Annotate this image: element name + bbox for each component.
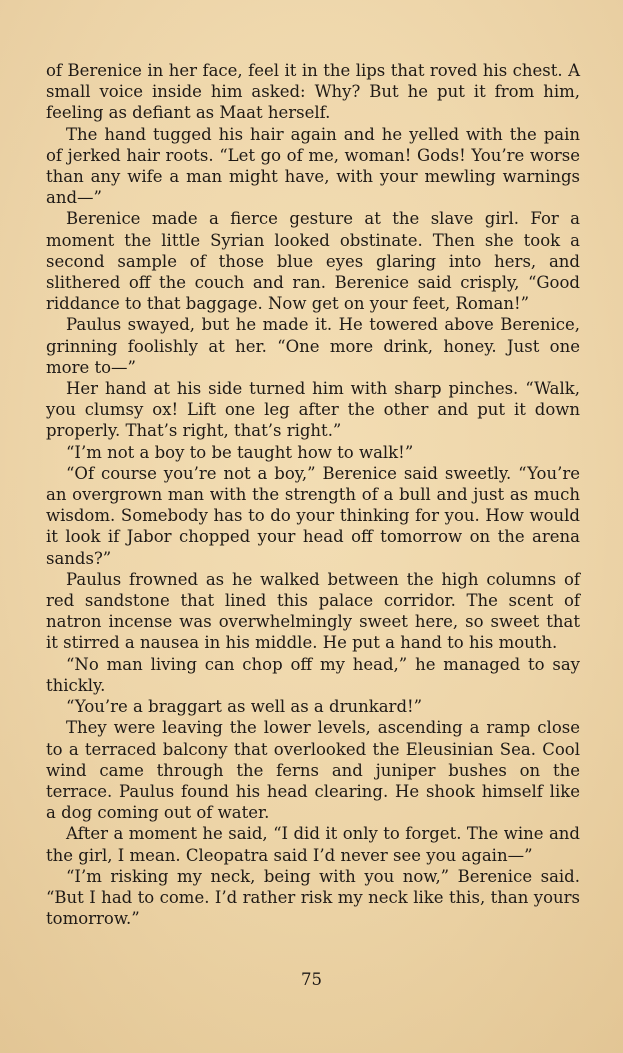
paragraph: Paulus swayed, but he made it. He towered above Berenice, grinning foolishly at her. “One more drink, honey. Just one more to—” <box>46 315 580 377</box>
paragraph: The hand tugged his hair again and he yelled with the pain of jerked hair roots. “Let go of me, woman! Gods! You’re worse than any wife a man might have, with your mewling warnings and—” <box>46 124 580 208</box>
paragraph: “Of course you’re not a boy,” Berenice said sweetly. “You’re an overgrown man with the strength of a bull and just as much wisdom. Somebody has to do your thinking for you. How would it look if Jabor chopped your head off tomorrow on the arena sands?” <box>46 463 580 568</box>
paragraph: After a moment he said, “I did it only to forget. The wine and the girl, I mean. Cleopatra said I’d never see you again—” <box>46 824 580 865</box>
page-number: 75 <box>301 970 322 989</box>
paragraph: They were leaving the lower levels, ascending a ramp close to a terraced balcony that overlooked the Eleusinian Sea. Cool wind came through the ferns and juniper bushes on the terrace. Paulus found his head clearing. He shook himself like a dog coming out of water. <box>46 718 580 823</box>
paragraph: Paulus frowned as he walked between the high columns of red sandstone that lined this palace corridor. The scent of natron incense was overwhelmingly sweet here, so sweet that it stirred a nausea in his middle. He put a hand to his mouth. <box>46 569 580 653</box>
body-text <box>46 60 580 929</box>
paragraph: “You’re a braggart as well as a drunkard!” <box>66 697 423 717</box>
paragraph: of Berenice in her face, feel it in the lips that roved his chest. A small voice inside him asked: Why? But he put it from him, feeling as defiant as Maat herself. <box>46 61 580 123</box>
paragraph: Berenice made a fierce gesture at the slave girl. For a moment the little Syrian looked obstinate. Then she took a second sample of those blue eyes glaring into hers, and slithered off the couch and ran. Berenice said crisply, “Good riddance to that baggage. Now get on your feet, Roman!” <box>46 209 580 314</box>
paragraph: “I’m not a boy to be taught how to walk!” <box>66 442 414 462</box>
paragraph: “No man living can chop off my head,” he managed to say thickly. <box>46 654 580 695</box>
paragraph: Her hand at his side turned him with sharp pinches. “Walk, you clumsy ox! Lift one leg after the other and put it down properly. That’s right, that’s right.” <box>46 379 580 441</box>
paragraph: “I’m risking my neck, being with you now,” Berenice said. “But I had to come. I’d rather risk my neck like this, than yours tomorrow.” <box>46 866 580 929</box>
